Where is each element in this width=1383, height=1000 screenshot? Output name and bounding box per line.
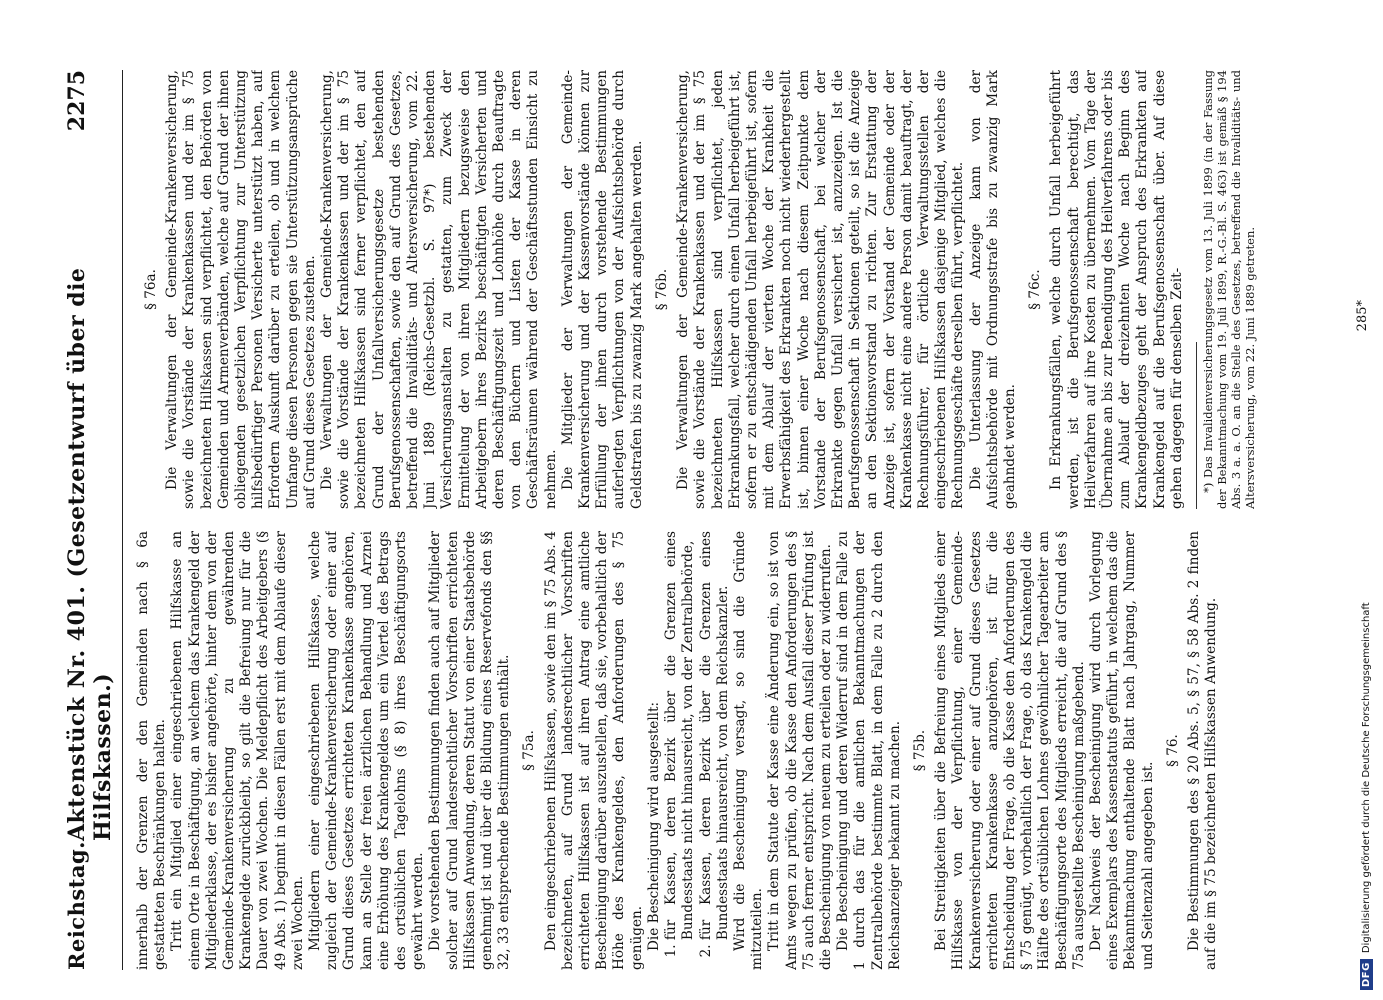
paragraph: Die Bestimmungen des § 20 Abs. 5, § 57, § 58 Abs. 2 finden auf die im § 75 bezeichneten Hilfskassen Anwendung.	[1185, 531, 1220, 970]
header-title: Aktenstück Nr. 401. (Gesetzentwurf über die Hilfskassen.)	[64, 267, 116, 842]
paragraph: Die Mitglieder der Verwaltungen der Gemeinde-Krankenversicherung und der Kassenvorstände können zur Erfüllung der ihnen durch vorstehende Bestimmungen auferlegten Verpflichtungen von der Aufsichtsbehörde durch Geldstrafen bis zu zwanzig Mark angehalten werden.	[559, 70, 645, 509]
footnote: *) Das Invalidenversicherungsgesetz vom 13. Juli 1899 (in der Fassung der Bekanntmachung vom 19. Juli 1899, R.-G.-Bl. S. 463) ist gemäß § 194 Abs. 3 a. a. O. an die Stelle des Gesetzes, betreffend die Invaliditäts- und Altersversicherung, vom 22. Juni 1889 getreten.	[1200, 70, 1257, 509]
paragraph: Tritt in dem Statute der Kasse eine Änderung ein, so ist von Amts wegen zu prüfen, ob die Kasse den Anforderungen des § 75 auch ferner entspricht. Nach dem Ausfall dieser Prüfung ist die Bescheinigung von neuem zu erteilen oder zu widerrufen.	[766, 531, 834, 970]
list	[663, 531, 732, 970]
paragraph: Bei Streitigkeiten über die Befreiung eines Mitglieds einer Hilfskasse von der Verpflichtung, einer Gemeinde-Krankenversicherung oder einer auf Grund dieses Gesetzes errichteten Krankenkasse anzugehören, ist für die Entscheidung der Frage, ob die Kasse den Anforderungen des § 75 genügt, vorbehaltlich der Frage, ob das Krankengeld die Hälfte des ortsüblichen Lohnes gewöhnlicher Tagearbeiter am Beschäftigungsorte des Mitglieds erreicht, die auf Grund des § 75a ausgestellte Bescheinigung maßgebend.	[933, 531, 1087, 970]
paragraph: Die Unterlassung der Anzeige kann von der Aufsichtsbehörde mit Ordnungsstrafe bis zu zwanzig Mark geahndet werden.	[967, 70, 1018, 509]
signature-mark: 285*	[1355, 300, 1370, 332]
paragraph: Wird die Bescheinigung versagt, so sind die Gründe mitzuteilen.	[731, 531, 766, 970]
dfg-credit-text: Digitalisierung gefördert durch die Deutsche Forschungsgemeinschaft	[1360, 602, 1372, 954]
paragraph: Die vorstehenden Bestimmungen finden auch auf Mitglieder solcher auf Grund landesrechtlicher Vorschriften errichteten Hilfskassen Anwendung, deren Statut von einer Staatsbehörde genehmigt ist und über die Bildung eines Reservefonds den §§ 32, 33 entsprechende Bestimmungen enthält.	[427, 531, 513, 970]
page-number: 2275	[64, 70, 90, 132]
section-heading: § 75b.	[911, 729, 928, 772]
section-heading: § 76b.	[653, 268, 670, 311]
section-heading: § 76.	[1164, 734, 1181, 767]
paragraph: Die Verwaltungen der Gemeinde-Krankenversicherung, sowie die Vorstände der Krankenkassen und der im § 75 bezeichneten Hilfskassen sind verpflichtet, den Behörden von Gemeinden und Armenverbänden, welche auf Grund der ihnen obliegenden gesetzlichen Verpflichtung zur Unterstützung hilfsbedürftiger Personen Versicherte unterstützt haben, auf Erfordern Auskunft darüber zu erteilen, ob und in welchem Umfange diesen Personen gegen sie Unterstützungsansprüche auf Grund dieses Gesetzes zustehen.	[164, 70, 318, 509]
section-heading: § 75a.	[521, 730, 538, 771]
column-left	[135, 531, 1257, 970]
paragraph: Den eingeschriebenen Hilfskassen, sowie den im § 75 Abs. 4 bezeichneten, auf Grund landesrechtlicher Vorschriften errichteten Hilfskassen ist auf ihren Antrag eine amtliche Bescheinigung darüber auszustellen, daß sie, vorbehaltlich der Höhe des Krankengeldes, den Anforderungen des § 75 genügen.	[542, 531, 645, 970]
paragraph: In Erkrankungsfällen, welche durch Unfall herbeigeführt werden, ist die Berufsgenossenschaft berechtigt, das Heilverfahren auf ihre Kosten zu übernehmen. Vom Tage der Übernahme an bis zur Beendigung des Heilverfahrens oder bis zum Ablauf der dreizehnten Woche nach Beginn des Krankengeldbezuges geht der Anspruch des Erkrankten auf Krankengeld auf die Berufsgenossenschaft über. Auf diese gehen dagegen für denselben Zeit-	[1048, 70, 1185, 509]
footnote-divider	[1196, 342, 1197, 509]
list-item: 2. für Kassen, deren Bezirk über die Grenzen eines Bundesstaats hinausreicht, von dem Reichskanzler.	[698, 531, 732, 940]
page-header	[64, 70, 123, 970]
dfg-logo: DFG	[1360, 959, 1373, 990]
paragraph: Tritt ein Mitglied einer eingeschriebenen Hilfskasse an einem Orte in Beschäftigung, an welchem das Krankengeld der Mitgliederklasse, der es bisher angehörte, hinter dem von der Gemeinde-Krankenversicherung zu gewährenden Krankengelde zurückbleibt, so gilt die Befreiung nur für die Dauer von zwei Wochen. Die Meldepflicht des Arbeitgebers (§ 49 Abs. 1) beginnt in diesen Fällen erst mit dem Ablaufe dieser zwei Wochen.	[169, 531, 306, 970]
paragraph: innerhalb der Grenzen der den Gemeinden nach § 6a gestatteten Beschränkungen halten.	[135, 531, 169, 970]
header-left: Reichstag.	[64, 841, 89, 970]
paragraph: Der Nachweis der Bescheinigung wird durch Vorlegung eines Exemplars des Kassenstatuts geführt, in welchem das die Bekanntmachung enthaltende Blatt nach Jahrgang, Nummer und Seitenzahl angegeben ist.	[1087, 531, 1156, 970]
list-item: 1. für Kassen, deren Bezirk über die Grenzen eines Bundesstaats nicht hinausreicht, von der Zentralbehörde,	[663, 531, 697, 940]
paragraph: Die Bescheinigung und deren Widerruf sind in dem Falle zu 1 durch das für die amtlichen Bekanntmachungen der Zentralbehörde bestimmte Blatt, in dem Falle zu 2 durch den Reichsanzeiger bekannt zu machen.	[835, 531, 903, 970]
paragraph: Die Verwaltungen der Gemeinde-Krankenversicherung, sowie die Vorstände der Krankenkassen und der im § 75 bezeichneten Hilfskassen sind verpflichtet, jeden Erkrankungsfall, welcher durch einen Unfall herbeigeführt ist, sofern er zu entschädigenden Unfall herbeigeführt ist, sofern mit dem Ablauf der vierten Woche der Krankheit die Erwerbsfähigkeit des Erkrankten noch nicht wiederhergestellt ist, binnen einer Woche nach diesem Zeitpunkte dem Vorstande der Berufsgenossenschaft, bei welcher der Erkrankte gegen Unfall versichert ist, anzuzeigen. Ist die Berufsgenossenschaft in Sektionen geteilt, so ist die Anzeige an den Sektionsvorstand zu richten. Zur Erstattung der Anzeige ist, sofern der Vorstand der Gemeinde oder der Krankenkasse nicht eine andere Person damit beauftragt, der Rechnungsführer, für örtliche Verwaltungsstellen der eingeschriebenen Hilfskassen dasjenige Mitglied, welches die Rechnungsgeschäfte derselben führt, verpflichtet.	[675, 70, 967, 509]
dfg-credit	[1355, 0, 1377, 990]
paragraph: Mitgliedern einer eingeschriebenen Hilfskasse, welche zugleich der Gemeinde-Krankenversicherung oder einer auf Grund dieses Gesetzes errichteten Krankenkasse angehören, kann an Stelle der freien ärztlichen Behandlung und Arznei eine Erhöhung des Krankengeldes um ein Viertel des Betrags des ortsüblichen Tagelohns (§ 8) ihres Beschäftigungsorts gewährt werden.	[307, 531, 427, 970]
section-heading: § 76a.	[143, 269, 159, 310]
section-heading: § 76c.	[1027, 269, 1044, 310]
paragraph: Die Bescheinigung wird ausgestellt:	[645, 701, 662, 951]
column-right	[135, 70, 1257, 509]
paragraph: Die Verwaltungen der Gemeinde-Krankenversicherung, sowie die Vorstände der Krankenkassen und der im § 75 bezeichneten Hilfskassen sind ferner verpflichtet, den auf Grund der Unfallversicherungsgesetze bestehenden Berufsgenossenschaften, sowie den auf Grund des Gesetzes, betreffend die Invaliditäts- und Altersversicherung, vom 22. Juni 1889 (Reichs-Gesetzbl. S. 97*) bestehenden Versicherungsanstalten zu gestatten, zum Zweck der Ermittelung der von ihren Mitgliedern bezugsweise den Arbeitgebern ihres Bezirks beschäftigten Versicherten und deren Beschäftigungszeit und Lohnhöhe durch Beauftragte von den Büchern und Listen der Kasse in deren Geschäftsräumen während der Geschäftsstunden Einsicht zu nehmen.	[319, 70, 559, 509]
